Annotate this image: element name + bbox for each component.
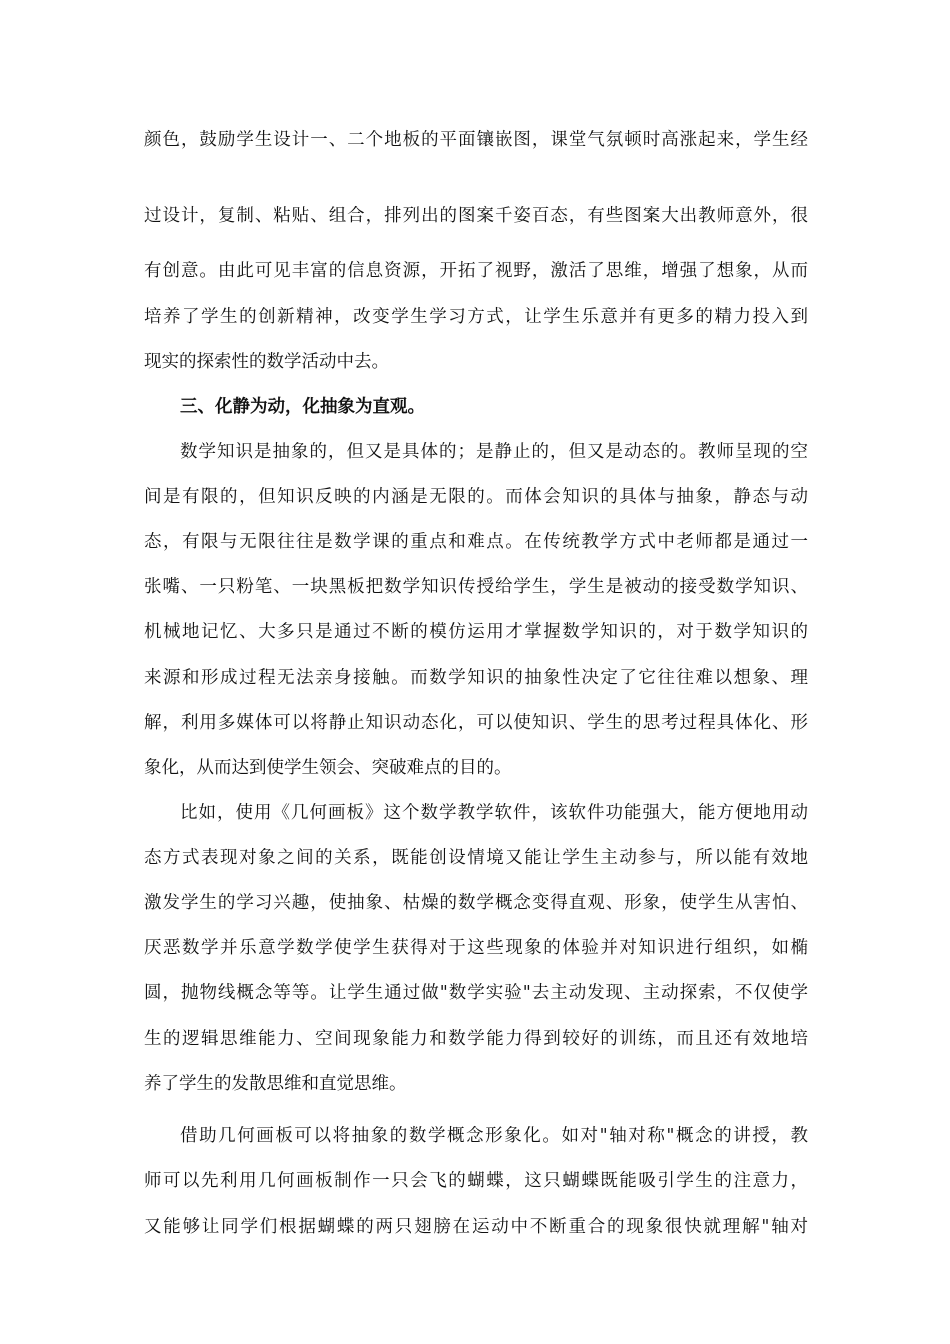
paragraph-line: 态，有限与无限往往是数学课的重点和难点。在传统教学方式中老师都是通过一 [144,532,808,552]
section-heading: 三、化静为动，化抽象为直观。 [180,397,425,417]
paragraph-line: 比如，使用《几何画板》这个数学教学软件，该软件功能强大，能方便地用动 [180,803,808,823]
paragraph-line: 解，利用多媒体可以将静止知识动态化，可以使知识、学生的思考过程具体化、形 [144,713,808,733]
paragraph-line: 颜色，鼓励学生设计一、二个地板的平面镶嵌图，课堂气氛顿时高涨起来，学生经 [144,130,808,150]
paragraph-line: 养了学生的发散思维和直觉思维。 [144,1074,407,1094]
paragraph-line: 培养了学生的创新精神，改变学生学习方式，让学生乐意并有更多的精力投入到 [144,307,808,327]
paragraph-line: 有创意。由此可见丰富的信息资源，开拓了视野，激活了思维，增强了想象，从而 [144,261,808,281]
paragraph-line: 过设计，复制、粘贴、组合，排列出的图案千姿百态，有些图案大出教师意外，很 [144,206,808,226]
paragraph-line: 数学知识是抽象的，但又是具体的；是静止的，但又是动态的。教师呈现的空 [180,442,808,462]
paragraph-line: 生的逻辑思维能力、空间现象能力和数学能力得到较好的训练，而且还有效地培 [144,1029,808,1049]
paragraph-line: 借助几何画板可以将抽象的数学概念形象化。如对"轴对称"概念的讲授，教 [180,1126,808,1146]
paragraph-line: 师可以先利用几何画板制作一只会飞的蝴蝶，这只蝴蝶既能吸引学生的注意力， [144,1171,808,1191]
paragraph-line: 张嘴、一只粉笔、一块黑板把数学知识传授给学生，学生是被动的接受数学知识、 [144,577,808,597]
paragraph-line: 间是有限的，但知识反映的内涵是无限的。而体会知识的具体与抽象，静态与动 [144,487,808,507]
paragraph-line: 现实的探索性的数学活动中去。 [144,352,389,372]
paragraph-line: 圆，抛物线概念等等。让学生通过做"数学实验"去主动发现、主动探索，不仅使学 [144,983,808,1003]
paragraph-line: 来源和形成过程无法亲身接触。而数学知识的抽象性决定了它往往难以想象、理 [144,668,808,688]
paragraph-line: 又能够让同学们根据蝴蝶的两只翅膀在运动中不断重合的现象很快就理解"轴对 [144,1217,808,1237]
paragraph-line: 厌恶数学并乐意学数学使学生获得对于这些现象的体验并对知识进行组织，如椭 [144,938,808,958]
paragraph-line: 态方式表现对象之间的关系，既能创设情境又能让学生主动参与，所以能有效地 [144,848,808,868]
paragraph-line: 象化，从而达到使学生领会、突破难点的目的。 [144,758,512,778]
paragraph-line: 机械地记忆、大多只是通过不断的模仿运用才掌握数学知识的，对于数学知识的 [144,622,808,642]
paragraph-line: 激发学生的学习兴趣，使抽象、枯燥的数学概念变得直观、形象，使学生从害怕、 [144,893,808,913]
